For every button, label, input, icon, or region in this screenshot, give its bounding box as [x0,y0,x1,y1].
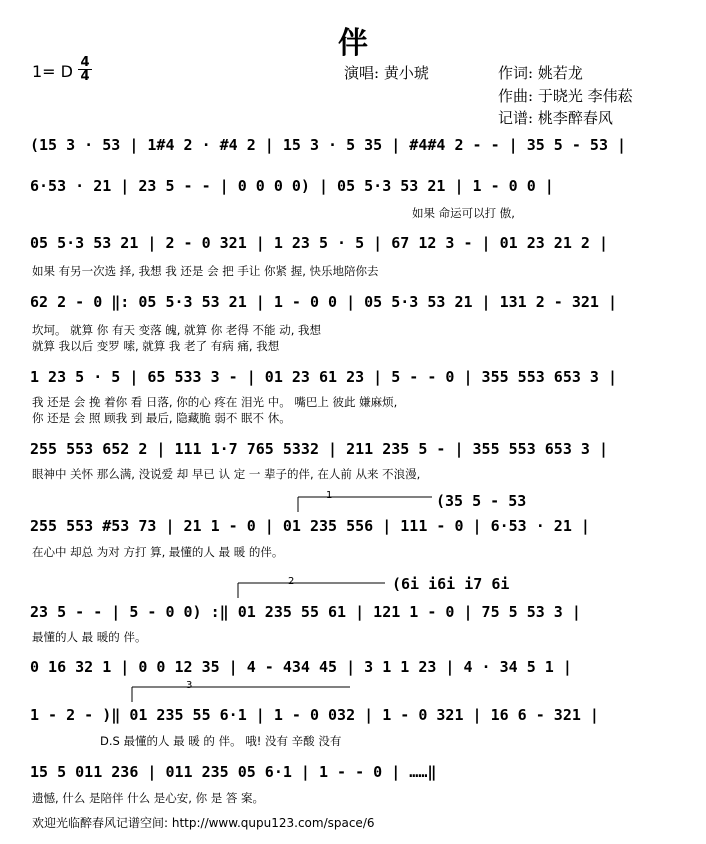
footer-note: 欢迎光临醉春风记谱空间: http://www.qupu123.com/space/6 [32,816,375,830]
volta-number: 3 [186,680,193,691]
notation-line: (15 3 · 53 | 1#4 2 · #4 2 | 15 3 · 5 35 | #4#4 2 - - | 35 5 - 53 | [30,136,627,154]
volta-number: 1 [326,490,333,501]
lyric-line: 遗憾, 什么 是陪伴 什么 是心安, 你 是 答 案。 [32,791,265,805]
volta-number: 2 [288,576,295,587]
lyric-line: 你 还是 会 照 顾我 到 最后, 隐藏脆 弱不 眠不 休。 [32,411,291,425]
notation-line: 255 553 652 2 | 111 1·7 765 5332 | 211 235 5 - | 355 553 653 3 | [30,440,608,458]
volta-bracket-3 [132,687,350,702]
volta-bracket-1 [298,497,432,512]
notation-line: 62 2 - 0 ‖: 05 5·3 53 21 | 1 - 0 0 | 05 5·3 53 21 | 131 2 - 321 | [30,293,617,311]
volta-note: (6i i6i i7 6i [392,575,510,593]
notation-line: 0 16 32 1 | 0 0 12 35 | 4 - 434 45 | 3 1 1 23 | 4 · 34 5 1 | [30,658,572,676]
lyric-line: 如果 有另一次选 择, 我想 我 还是 会 把 手让 你紧 握, 快乐地陪你去 [32,264,379,278]
notation-line: 15 5 011 236 | 011 235 05 6·1 | 1 - - 0 | ……‖ [30,763,437,781]
key-signature: 1= D [32,62,73,81]
time-signature-top: 4 [80,55,90,70]
lyric-line: 我 还是 会 挽 着你 看 日落, 你的心 疼在 泪光 中。 嘴巴上 彼此 嫌麻烦, [32,395,398,409]
notation-line: 255 553 #53 73 | 21 1 - 0 | 01 235 556 | 111 - 0 | 6·53 · 21 | [30,517,590,535]
lyric-line: 如果 命运可以打 傲, [412,206,515,220]
notation-line: 23 5 - - | 5 - 0 0) :‖ 01 235 55 61 | 121 1 - 0 | 75 5 53 3 | [30,603,581,621]
transcriber-credit: 记谱: 桃李醉春风 [498,109,613,127]
notation-line: 1 23 5 · 5 | 65 533 3 - | 01 23 61 23 | 5 - - 0 | 355 553 653 3 | [30,368,617,386]
time-signature-bottom: 4 [78,69,92,83]
notation-line: 05 5·3 53 21 | 2 - 0 321 | 1 23 5 · 5 | 67 12 3 - | 01 23 21 2 | [30,234,608,252]
singer-credit: 演唱: 黄小琥 [344,64,429,82]
lyric-line: 就算 我以后 变罗 嗦, 就算 我 老了 有病 痛, 我想 [32,339,280,353]
composer-credit: 作曲: 于晓光 李伟菘 [498,87,633,105]
lyric-line: D.S 最懂的人 最 暖 的 伴。 哦! 没有 辛酸 没有 [100,734,342,748]
volta-note: (35 5 - 53 [436,492,527,510]
lyric-line: 在心中 却总 为对 方打 算, 最懂的人 最 暖 的伴。 [32,545,284,559]
song-title: 伴 [338,26,368,61]
lyricist-credit: 作词: 姚若龙 [498,64,583,82]
notation-line: 6·53 · 21 | 23 5 - - | 0 0 0 0) | 05 5·3 53 21 | 1 - 0 0 | [30,177,554,195]
lyric-line: 最懂的人 最 暖的 伴。 [32,630,147,644]
notation-line: 1 - 2 - )‖ 01 235 55 6·1 | 1 - 0 032 | 1 - 0 321 | 16 6 - 321 | [30,706,599,724]
volta-bracket-2 [238,583,385,598]
lyric-line: 坎坷。 就算 你 有天 变落 魄, 就算 你 老得 不能 动, 我想 [32,323,322,337]
lyric-line: 眼神中 关怀 那么满, 没说爱 却 早已 认 定 一 辈子的伴, 在人前 从来 不浪漫, [32,467,421,481]
